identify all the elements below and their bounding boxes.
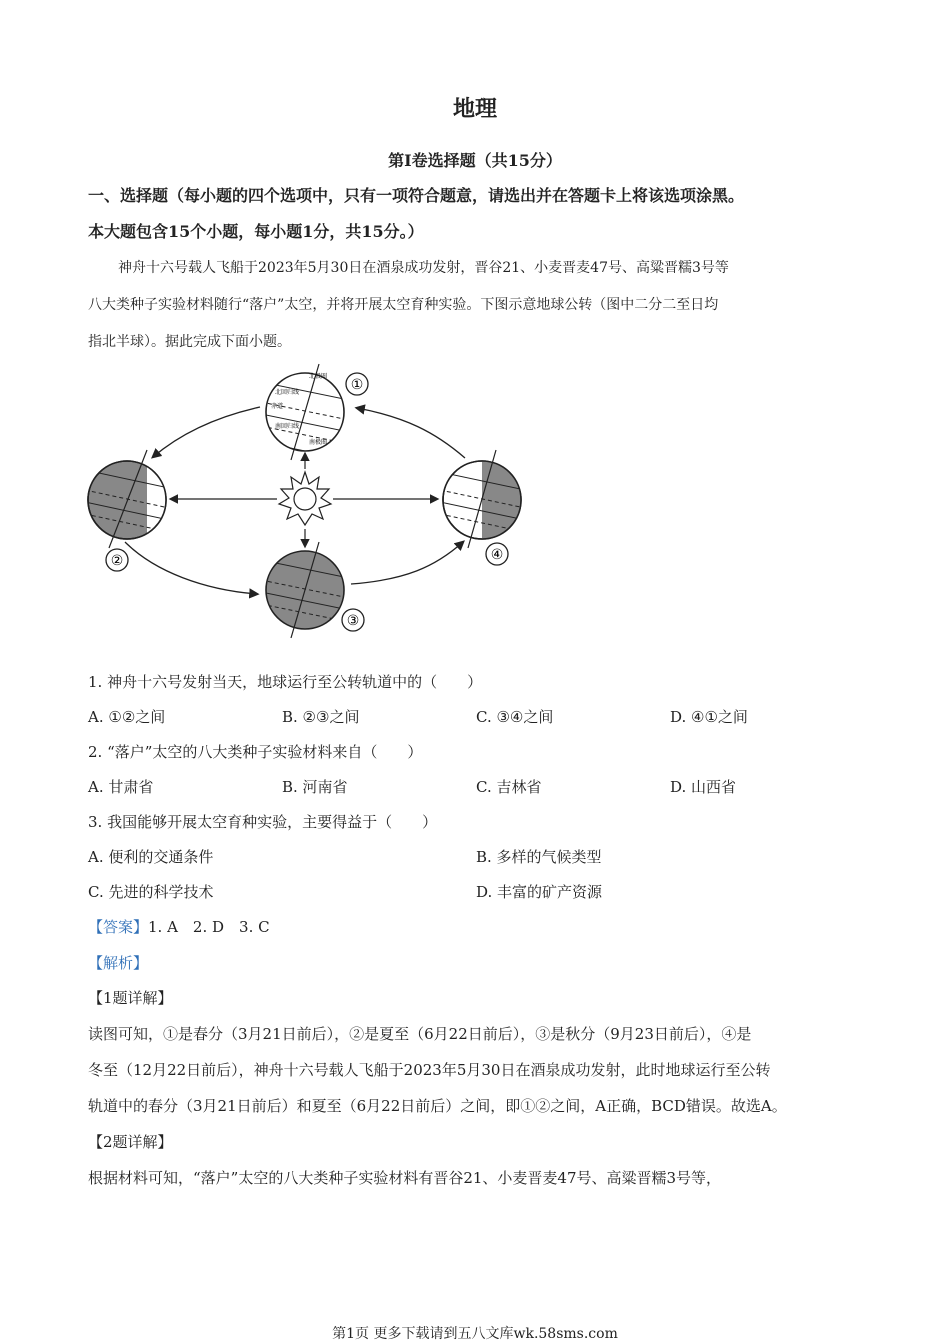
q3-option-c: C. 先进的科学技术 [88,883,214,901]
svg-text:赤道: 赤道 [271,404,284,410]
q1-option-a: A. ①②之间 [88,708,166,726]
q1-option-c: C. ③④之间 [476,708,554,726]
detail-2-label: 【2题详解】 [88,1133,173,1151]
marker-3: ③ [346,613,360,629]
q3-option-d: D. 丰富的矿产资源 [476,883,603,901]
q2-option-c: C. 吉林省 [476,778,542,796]
q1-option-d: D. ④①之间 [670,708,748,726]
intro-line-1: 神舟十六号载人飞船于2023年5月30日在酒泉成功发射，晋谷21、小麦晋麦47号、高粱晋糯3号等 [118,260,729,276]
globe-3 [261,542,349,638]
marker-4: ④ [490,547,504,563]
section-heading: 第Ⅰ卷选择题（共15分） [388,151,562,170]
detail-2-line: 根据材料可知，“落户”太空的八大类种子实验材料有晋谷21、小麦晋麦47号、高粱晋糯3号等， [88,1169,722,1187]
globe-1 [261,364,349,460]
instruction-line-1: 一、选择题（每小题的四个选项中，只有一项符合题意，请选出并在答题卡上将该选项涂黑。 [88,186,745,205]
intro-line-3: 指北半球）。据此完成下面小题。 [88,334,291,350]
q3-option-a: A. 便利的交通条件 [88,848,214,866]
detail-1-label: 【1题详解】 [88,989,173,1007]
question-2-stem: 2. “落户”太空的八大类种子实验材料来自（ ） [88,743,423,761]
answer-text: 1. A 2. D 3. C [148,918,270,936]
marker-1: ① [350,377,364,393]
detail-1-line-3: 轨道中的春分（3月21日前后）和夏至（6月22日前后）之间，即①②之间，A正确，BCD错误。故选A。 [88,1097,787,1115]
question-3-stem: 3. 我国能够开展太空育种实验，主要得益于（ ） [88,813,438,831]
sun-icon [279,472,331,525]
intro-line-2: 八大类种子实验材料随行“落户”太空，并将开展太空育种实验。下图示意地球公转（图中二分二至日均 [88,297,719,313]
instruction-line-2: 本大题包含15个小题，每小题1分，共15分。） [88,222,424,241]
answer-label: 【答案】 [88,918,149,936]
svg-text:北回归线: 北回归线 [275,390,300,396]
q2-option-b: B. 河南省 [282,778,348,796]
q2-option-d: D. 山西省 [670,778,737,796]
analysis-label: 【解析】 [88,954,149,972]
marker-2: ② [110,553,124,569]
q3-option-b: B. 多样的气候类型 [476,848,602,866]
globe-4 [440,450,527,552]
svg-text:南极圈: 南极圈 [309,440,328,446]
svg-text:北极圈: 北极圈 [309,374,328,380]
globe-2 [85,450,187,552]
question-1-stem: 1. 神舟十六号发射当天，地球运行至公转轨道中的（ ） [88,673,483,691]
answer-line [88,909,270,945]
detail-1-line-1: 读图可知，①是春分（3月21日前后），②是夏至（6月22日前后），③是秋分（9月23日前后），④是 [88,1025,752,1043]
detail-1-line-2: 冬至（12月22日前后），神舟十六号载人飞船于2023年5月30日在酒泉成功发射，此时地球运行至公转 [88,1061,771,1079]
svg-text:南回归线: 南回归线 [275,424,300,430]
q2-option-a: A. 甘肃省 [88,778,154,796]
page-footer: 第1页 更多下载请到五八文库wk.58sms.com [332,1326,618,1342]
q1-option-b: B. ②③之间 [282,708,360,726]
page-title: 地理 [452,96,497,122]
earth-revolution-diagram [85,362,535,642]
